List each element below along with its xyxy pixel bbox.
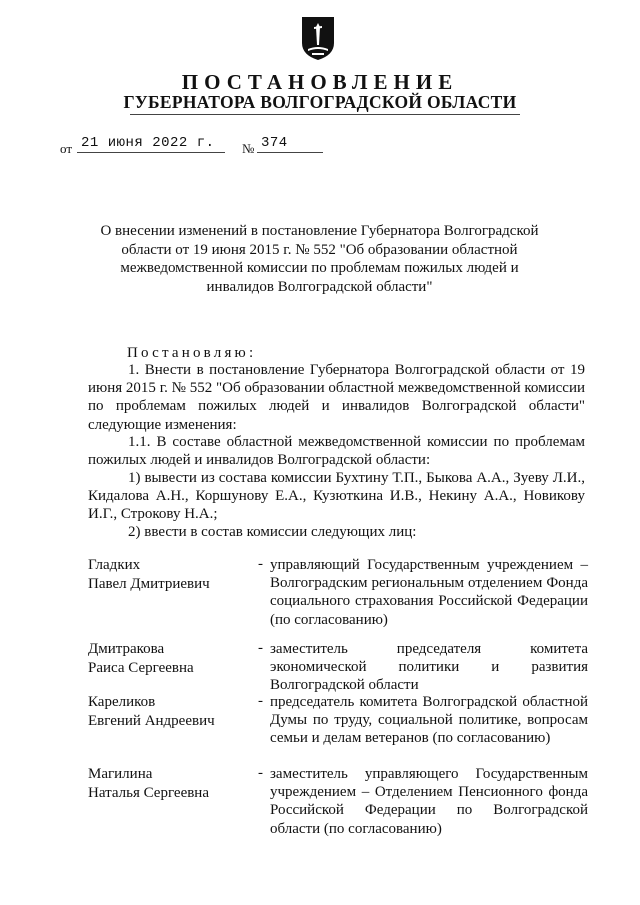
coat-of-arms-emblem: [300, 15, 336, 61]
member-surname: Магилина: [88, 766, 153, 782]
decree-word: Постановляю:: [127, 345, 257, 361]
item-1-1: 1.1. В составе областной межведомственной комиссии по проблемам пожилых людей и инвалидов Волгоградской области:: [88, 434, 585, 469]
document-date: 21 июня 2022 г.: [77, 135, 225, 153]
document-number: 374: [257, 135, 323, 153]
dash-separator: -: [258, 765, 263, 781]
member-given-names: Наталья Сергеевна: [88, 784, 209, 801]
member-role: заместитель управляющего Государственным учреждением – Отделением Пенсионного фонда Российской Федерации по Волгоградской области (по согласованию): [270, 766, 588, 837]
member-surname: Кареликов: [88, 694, 156, 710]
item-add-members: 2) ввести в состав комиссии следующих лиц:: [128, 524, 417, 540]
number-label: №: [242, 141, 255, 156]
member-surname: Гладких: [88, 557, 141, 573]
member-role: заместитель председателя комитета экономической политики и развития Волгоградской области: [270, 641, 588, 694]
member-name: [88, 640, 253, 677]
document-subtitle: ГУБЕРНАТОРА ВОЛГОГРАДСКОЙ ОБЛАСТИ: [123, 92, 517, 112]
dash-separator: -: [258, 693, 263, 709]
member-name: [88, 556, 253, 593]
document-title: ПОСТАНОВЛЕНИЕ: [181, 70, 459, 94]
document-subject: О внесении изменений в постановление Губернатора Волгоградской области от 19 июня 2015 г. № 552 "Об образовании областной межведомственной комиссии по проблемам пожилых людей и инвалидов Волгоградской области": [100, 223, 539, 295]
member-name: [88, 765, 253, 802]
date-label: от: [60, 141, 73, 156]
member-given-names: Раиса Сергеевна: [88, 659, 194, 676]
dash-separator: -: [258, 556, 263, 572]
item-remove-members: 1) вывести из состава комиссии Бухтину Т.П., Быкова А.А., Зуеву Л.И., Кидалова А.Н., Коршунову Е.А., Кузюткина И.В., Некину А.А., Новикову И.Г., Строкову Н.А.;: [88, 470, 585, 523]
member-surname: Дмитракова: [88, 641, 165, 657]
member-role: председатель комитета Волгоградской областной Думы по труду, социальной политике, вопросам семьи и делам ветеранов (по согласованию): [270, 694, 588, 747]
member-given-names: Евгений Андреевич: [88, 712, 215, 729]
member-role: управляющий Государственным учреждением – Волгоградским региональным отделением Фонда социального страхования Российской Федерации (по согласованию): [270, 557, 588, 628]
header-divider: [130, 114, 520, 115]
item-1: 1. Внести в постановление Губернатора Волгоградской области от 19 июня 2015 г. № 552 "Об образовании областной межведомственной комиссии по проблемам пожилых людей и инвалидов Волгоградской области" следующие изменения:: [88, 362, 585, 433]
member-name: [88, 693, 253, 730]
member-given-names: Павел Дмитриевич: [88, 575, 210, 592]
dash-separator: -: [258, 640, 263, 656]
